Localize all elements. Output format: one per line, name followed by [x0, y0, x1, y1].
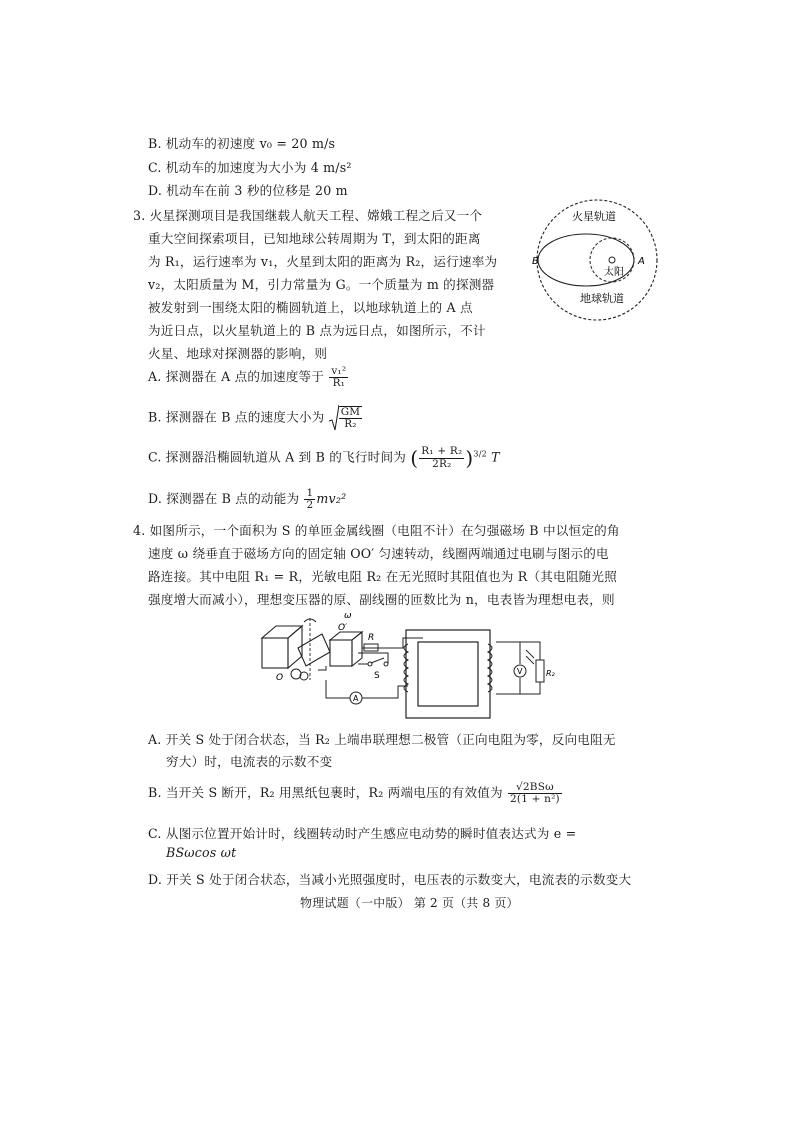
q4-stem-line-2: 速度 ω 绕垂直于磁场方向的固定轴 OO′ 匀速转动，线圈两端通过电刷与图示的电 [148, 546, 609, 561]
q4-circuit-figure [258, 608, 558, 726]
mars-orbit-label: 火星轨道 [572, 210, 616, 223]
option-q3-c-den: 2R₂ [432, 457, 452, 470]
option-q4-b-text: B. 当开关 S 断开，R₂ 用黑纸包裹时，R₂ 两端电压的有效值为 [148, 785, 503, 801]
option-q3-c-fraction [419, 446, 464, 469]
option-q3-b-sqrt [329, 404, 364, 432]
sqrt-sign-icon [329, 404, 339, 432]
option-q3-c-num: R₁ + R₂ [421, 445, 463, 458]
option-q3-b [148, 404, 363, 432]
option-q3-d-den: 2 [306, 499, 314, 512]
point-a-label: A [638, 256, 645, 267]
option-q3-b-den: R₂ [344, 418, 357, 430]
page-footer: 物理试题（一中版） 第 2 页（共 8 页） [300, 896, 519, 910]
q3-stem-line-4: v₂，太阳质量为 M，引力常量为 G。一个质量为 m 的探测器 [148, 277, 495, 292]
option-q2-d: D. 机动车在前 3 秒的位移是 20 m [148, 183, 348, 198]
q3-stem-line-3: 为 R₁，运行速率为 v₁，火星到太阳的距离为 R₂，运行速率为 [148, 254, 498, 269]
option-q4-c-line-1: C. 从图示位置开始计时，线圈转动时产生感应电动势的瞬时值表达式为 e = [148, 826, 577, 841]
option-q3-d-num: 1 [306, 487, 314, 499]
option-q4-b-num: √2BSω [508, 782, 562, 794]
photo-resistor-label: R₂ [546, 669, 555, 678]
option-q3-a-fraction [329, 366, 348, 389]
sun-icon [609, 257, 615, 263]
ammeter-label: A [353, 694, 359, 703]
omega-label: ω [344, 611, 352, 621]
option-q3-d-text: D. 探测器在 B 点的动能为 [148, 491, 300, 507]
voltmeter-label: V [517, 667, 523, 676]
option-q2-b: B. 机动车的初速度 v₀ = 20 m/s [148, 136, 336, 151]
q4-stem-line-4: 强度增大而减小），理想变压器的原、副线圈的匝数比为 n，电表皆为理想电表，则 [148, 592, 615, 607]
q3-stem-line-1: 3. 火星探测项目是我国继载人航天工程、嫦娥工程之后又一个 [133, 208, 483, 223]
option-q2-c: C. 机动车的加速度为大小为 4 m/s² [148, 160, 352, 175]
q4-stem-line-1: 4. 如图所示，一个面积为 S 的单匝金属线圈（电阻不计）在匀强磁场 B 中以恒定的角 [133, 523, 620, 538]
option-q3-c-suffix: T [491, 449, 500, 465]
q3-stem-line-6: 为近日点，以火星轨道上的 B 点为远日点，如图所示，不计 [148, 323, 486, 338]
option-q3-b-text: B. 探测器在 B 点的速度大小为 [148, 409, 325, 425]
sun-label: 太阳 [604, 267, 624, 278]
o-label: O [276, 673, 284, 683]
magnet-s-block [330, 640, 352, 666]
q4-stem-line-3: 路连接。其中电阻 R₁ = R，光敏电阻 R₂ 在无光照时其阻值也为 R（其电阻随光照 [148, 569, 618, 584]
transfer-ellipse [538, 234, 634, 286]
option-q3-d-fraction [304, 488, 315, 511]
option-q3-b-fraction [339, 406, 363, 430]
option-q4-b-fraction [508, 782, 562, 805]
earth-orbit-label: 地球轨道 [580, 292, 624, 305]
option-q3-d-suffix: mv₂² [316, 491, 347, 507]
q3-stem-line-5: 被发射到一围绕太阳的椭圆轨道上，以地球轨道上的 A 点 [148, 300, 473, 315]
magnet-n-block [262, 638, 288, 668]
option-q3-c-text: C. 探测器沿椭圆轨道从 A 到 B 的飞行时间为 [148, 449, 407, 465]
option-q4-c-line-2: BSωcos ωt [166, 845, 237, 860]
option-q4-a-line-2: 穷大）时，电流表的示数不变 [166, 754, 333, 769]
resistor-label: R [368, 633, 375, 643]
option-q4-b-den: 2(1 + n²) [510, 793, 560, 806]
q3-stem-line-2: 重大空间探索项目，已知地球公转周期为 T，到太阳的距离 [148, 231, 481, 246]
option-q4-b [148, 782, 563, 805]
option-q3-d [148, 488, 346, 511]
option-q4-a-line-1: A. 开关 S 处于闭合状态，当 R₂ 上端串联理想二极管（正向电阻为零，反向电阻无 [148, 732, 616, 747]
q3-orbit-figure [532, 198, 662, 328]
option-q4-d: D. 开关 S 处于闭合状态，当减小光照强度时，电压表的示数变大，电流表的示数变大 [148, 872, 632, 887]
rotating-coil [298, 634, 330, 666]
option-q3-c: C. 探测器沿椭圆轨道从 A 到 B 的飞行时间为 ( $\frac{\text{R₁ + R₂}}{\text{2R₂}}$ )$^{3/2}$ T [148, 445, 500, 470]
q3-stem-line-7: 火星、地球对探测器的影响，则 [148, 346, 328, 361]
photo-resistor-r2 [536, 660, 544, 682]
option-q3-a-num: v₁² [331, 365, 347, 377]
brush-ring-icon [291, 669, 301, 679]
point-b-label: B [532, 256, 539, 267]
option-q3-a-den: R₁ [332, 377, 346, 390]
o-prime-label: O′ [338, 623, 348, 633]
transformer-core [406, 630, 490, 718]
option-q3-b-num: GM [340, 405, 361, 418]
switch-label: S [374, 671, 380, 681]
option-q3-c-exponent: 3/2 [473, 449, 487, 459]
option-q3-a [148, 366, 349, 389]
option-q3-a-text: A. 探测器在 A 点的加速度等于 [148, 369, 325, 385]
